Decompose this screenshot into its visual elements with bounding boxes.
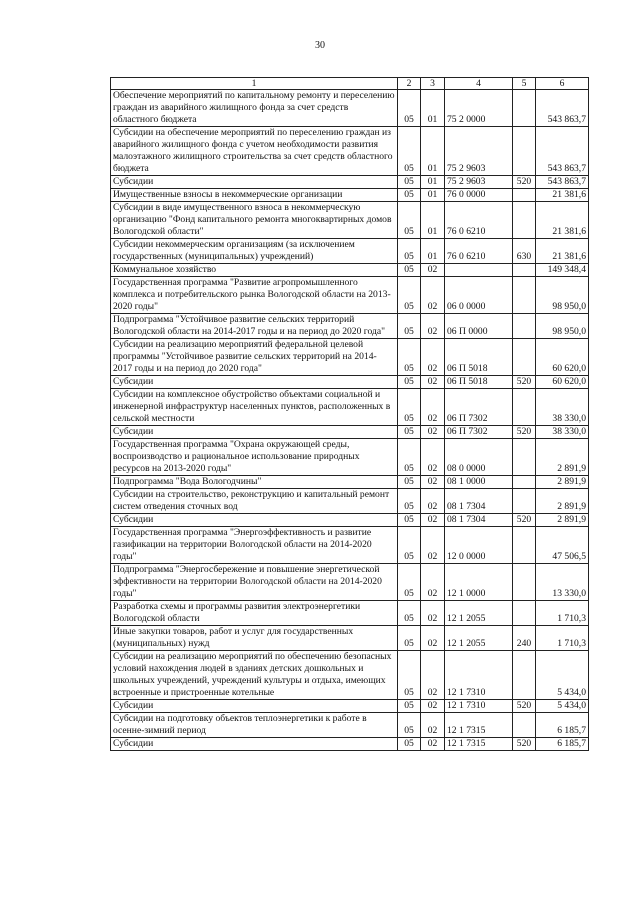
row-expense-type <box>513 564 536 601</box>
row-name: Субсидии <box>111 514 398 527</box>
row-target-article: 75 2 9603 <box>445 127 513 176</box>
row-subsection: 02 <box>421 601 445 626</box>
row-name: Разработка схемы и программы развития электроэнергетики Вологодской области <box>111 601 398 626</box>
row-name: Субсидии <box>111 376 398 389</box>
row-expense-type <box>513 189 536 202</box>
table-row <box>111 426 589 439</box>
row-amount: 60 620,0 <box>536 376 589 389</box>
row-section: 05 <box>398 314 421 339</box>
row-section: 05 <box>398 601 421 626</box>
header-expense-type: 5 <box>513 78 536 90</box>
row-name: Подпрограмма "Энергосбережение и повышение энергетической эффективности на территории Вологодской области на 2014-2020 годы" <box>111 564 398 601</box>
table-row <box>111 713 589 738</box>
row-subsection: 02 <box>421 527 445 564</box>
header-amount: 6 <box>536 78 589 90</box>
row-target-article: 08 1 7304 <box>445 514 513 527</box>
row-target-article: 08 0 0000 <box>445 439 513 476</box>
row-expense-type: 520 <box>513 376 536 389</box>
row-target-article: 06 П 7302 <box>445 389 513 426</box>
row-name: Субсидии <box>111 176 398 189</box>
header-name: 1 <box>111 78 398 90</box>
row-section: 05 <box>398 339 421 376</box>
row-target-article: 75 2 9603 <box>445 176 513 189</box>
row-subsection: 02 <box>421 738 445 751</box>
table-row <box>111 626 589 651</box>
row-name: Коммунальное хозяйство <box>111 264 398 277</box>
row-subsection: 01 <box>421 202 445 239</box>
row-section: 05 <box>398 426 421 439</box>
row-expense-type: 520 <box>513 700 536 713</box>
table-row <box>111 202 589 239</box>
table-row <box>111 176 589 189</box>
header-section: 2 <box>398 78 421 90</box>
table-row <box>111 239 589 264</box>
row-amount: 2 891,9 <box>536 514 589 527</box>
row-expense-type <box>513 713 536 738</box>
row-section: 05 <box>398 476 421 489</box>
row-subsection: 01 <box>421 189 445 202</box>
table-row <box>111 651 589 700</box>
header-subsection: 3 <box>421 78 445 90</box>
row-target-article: 06 П 5018 <box>445 376 513 389</box>
row-subsection: 02 <box>421 700 445 713</box>
row-subsection: 02 <box>421 389 445 426</box>
row-section: 05 <box>398 713 421 738</box>
row-expense-type <box>513 277 536 314</box>
row-expense-type <box>513 314 536 339</box>
row-target-article: 06 П 0000 <box>445 314 513 339</box>
row-expense-type <box>513 389 536 426</box>
table-row <box>111 277 589 314</box>
table-row <box>111 564 589 601</box>
row-subsection: 02 <box>421 626 445 651</box>
row-subsection: 02 <box>421 314 445 339</box>
row-section: 05 <box>398 489 421 514</box>
row-section: 05 <box>398 239 421 264</box>
row-expense-type <box>513 127 536 176</box>
row-expense-type <box>513 90 536 127</box>
row-expense-type <box>513 264 536 277</box>
row-name: Государственная программа "Энергоэффективность и развитие газификации на территории Вологодской области на 2014-2020 годы" <box>111 527 398 564</box>
row-name: Субсидии некоммерческим организациям (за исключением государственных (муниципальных) учреждений) <box>111 239 398 264</box>
row-section: 05 <box>398 738 421 751</box>
row-name: Субсидии на обеспечение мероприятий по переселению граждан из аварийного жилищного фонда с учетом необходимости развития малоэтажного жилищного строительства за счет средств областного бюджета <box>111 127 398 176</box>
row-section: 05 <box>398 127 421 176</box>
row-name: Субсидии на строительство, реконструкцию и капитальный ремонт систем отведения сточных вод <box>111 489 398 514</box>
row-amount: 6 185,7 <box>536 713 589 738</box>
row-section: 05 <box>398 376 421 389</box>
row-expense-type <box>513 339 536 376</box>
row-section: 05 <box>398 176 421 189</box>
table-row <box>111 189 589 202</box>
row-amount: 13 330,0 <box>536 564 589 601</box>
row-name: Субсидии на комплексное обустройство объектами социальной и инженерной инфраструктур населенных пунктов, расположенных в сельской местности <box>111 389 398 426</box>
header-target-article: 4 <box>445 78 513 90</box>
row-subsection: 02 <box>421 489 445 514</box>
row-section: 05 <box>398 389 421 426</box>
row-subsection: 01 <box>421 90 445 127</box>
row-target-article: 12 0 0000 <box>445 527 513 564</box>
row-name: Обеспечение мероприятий по капитальному ремонту и переселению граждан из аварийного жилищного фонда за счет средств областного бюджета <box>111 90 398 127</box>
table-row <box>111 127 589 176</box>
table-row <box>111 700 589 713</box>
row-section: 05 <box>398 264 421 277</box>
row-section: 05 <box>398 700 421 713</box>
row-subsection: 02 <box>421 439 445 476</box>
row-target-article: 06 П 7302 <box>445 426 513 439</box>
table-row <box>111 439 589 476</box>
row-name: Субсидии на реализацию мероприятий федеральной целевой программы "Устойчивое развитие сельских территорий на 2014-2017 годы и на период до 2020 года" <box>111 339 398 376</box>
row-subsection: 02 <box>421 713 445 738</box>
row-subsection: 02 <box>421 426 445 439</box>
table-row <box>111 738 589 751</box>
row-expense-type: 240 <box>513 626 536 651</box>
row-target-article: 12 1 7315 <box>445 738 513 751</box>
table-row <box>111 339 589 376</box>
row-target-article: 06 0 0000 <box>445 277 513 314</box>
row-target-article <box>445 264 513 277</box>
row-section: 05 <box>398 277 421 314</box>
row-subsection: 02 <box>421 339 445 376</box>
row-section: 05 <box>398 651 421 700</box>
row-amount: 98 950,0 <box>536 314 589 339</box>
row-target-article: 12 1 7310 <box>445 651 513 700</box>
row-target-article: 06 П 5018 <box>445 339 513 376</box>
table-header-row <box>111 78 589 90</box>
row-amount: 21 381,6 <box>536 202 589 239</box>
row-name: Государственная программа "Охрана окружающей среды, воспроизводство и рациональное использование природных ресурсов на 2013-2020 годы" <box>111 439 398 476</box>
row-name: Подпрограмма "Вода Вологодчины" <box>111 476 398 489</box>
table-row <box>111 389 589 426</box>
row-name: Иные закупки товаров, работ и услуг для государственных (муниципальных) нужд <box>111 626 398 651</box>
table-row <box>111 601 589 626</box>
row-amount: 47 506,5 <box>536 527 589 564</box>
row-expense-type <box>513 439 536 476</box>
row-amount: 6 185,7 <box>536 738 589 751</box>
row-section: 05 <box>398 564 421 601</box>
row-subsection: 01 <box>421 176 445 189</box>
row-amount: 2 891,9 <box>536 476 589 489</box>
row-amount: 5 434,0 <box>536 651 589 700</box>
row-amount: 543 863,7 <box>536 176 589 189</box>
row-name: Субсидии на подготовку объектов теплоэнергетики к работе в осенне-зимний период <box>111 713 398 738</box>
row-expense-type <box>513 489 536 514</box>
row-amount: 543 863,7 <box>536 127 589 176</box>
row-amount: 21 381,6 <box>536 239 589 264</box>
row-target-article: 12 1 2055 <box>445 601 513 626</box>
row-amount: 98 950,0 <box>536 277 589 314</box>
row-expense-type <box>513 651 536 700</box>
row-target-article: 08 1 0000 <box>445 476 513 489</box>
budget-table <box>110 77 589 751</box>
row-section: 05 <box>398 626 421 651</box>
table-row <box>111 90 589 127</box>
row-section: 05 <box>398 439 421 476</box>
table-row <box>111 314 589 339</box>
row-amount: 60 620,0 <box>536 339 589 376</box>
row-subsection: 02 <box>421 476 445 489</box>
row-name: Имущественные взносы в некоммерческие организации <box>111 189 398 202</box>
row-target-article: 76 0 6210 <box>445 239 513 264</box>
row-subsection: 02 <box>421 514 445 527</box>
row-expense-type: 520 <box>513 738 536 751</box>
row-section: 05 <box>398 527 421 564</box>
row-section: 05 <box>398 514 421 527</box>
row-amount: 38 330,0 <box>536 389 589 426</box>
row-amount: 2 891,9 <box>536 439 589 476</box>
row-amount: 1 710,3 <box>536 626 589 651</box>
row-expense-type <box>513 527 536 564</box>
row-target-article: 12 1 7315 <box>445 713 513 738</box>
table-row <box>111 514 589 527</box>
row-expense-type: 630 <box>513 239 536 264</box>
row-name: Субсидии <box>111 426 398 439</box>
row-amount: 2 891,9 <box>536 489 589 514</box>
row-amount: 543 863,7 <box>536 90 589 127</box>
row-amount: 38 330,0 <box>536 426 589 439</box>
row-section: 05 <box>398 202 421 239</box>
row-expense-type: 520 <box>513 514 536 527</box>
row-subsection: 02 <box>421 651 445 700</box>
row-subsection: 02 <box>421 264 445 277</box>
row-expense-type <box>513 476 536 489</box>
row-amount: 5 434,0 <box>536 700 589 713</box>
row-subsection: 01 <box>421 239 445 264</box>
row-amount: 1 710,3 <box>536 601 589 626</box>
row-target-article: 75 2 0000 <box>445 90 513 127</box>
row-name: Государственная программа "Развитие агропромышленного комплекса и потребительского рынка Вологодской области на 2013-2020 годы" <box>111 277 398 314</box>
row-name: Субсидии <box>111 738 398 751</box>
row-section: 05 <box>398 189 421 202</box>
table-row <box>111 476 589 489</box>
row-target-article: 08 1 7304 <box>445 489 513 514</box>
row-subsection: 02 <box>421 277 445 314</box>
row-subsection: 02 <box>421 564 445 601</box>
row-name: Субсидии в виде имущественного взноса в некоммерческую организацию "Фонд капитального ремонта многоквартирных домов Вологодской области" <box>111 202 398 239</box>
table-row <box>111 376 589 389</box>
row-target-article: 76 0 6210 <box>445 202 513 239</box>
row-expense-type <box>513 202 536 239</box>
row-subsection: 01 <box>421 127 445 176</box>
row-expense-type: 520 <box>513 176 536 189</box>
row-name: Подпрограмма "Устойчивое развитие сельских территорий Вологодской области на 2014-2017 годы и на период до 2020 года" <box>111 314 398 339</box>
row-expense-type: 520 <box>513 426 536 439</box>
page-number: 30 <box>315 40 325 51</box>
row-name: Субсидии на реализацию мероприятий по обеспечению безопасных условий нахождения людей в зданиях детских дошкольных и школьных учреждений, учреждений культуры и отдыха, имеющих встроенные и пристроенные котельные <box>111 651 398 700</box>
row-target-article: 12 1 2055 <box>445 626 513 651</box>
row-expense-type <box>513 601 536 626</box>
row-target-article: 76 0 0000 <box>445 189 513 202</box>
row-amount: 149 348,4 <box>536 264 589 277</box>
row-section: 05 <box>398 90 421 127</box>
row-name: Субсидии <box>111 700 398 713</box>
row-target-article: 12 1 0000 <box>445 564 513 601</box>
row-subsection: 02 <box>421 376 445 389</box>
table-row <box>111 489 589 514</box>
table-row <box>111 527 589 564</box>
row-amount: 21 381,6 <box>536 189 589 202</box>
table-row <box>111 264 589 277</box>
row-target-article: 12 1 7310 <box>445 700 513 713</box>
